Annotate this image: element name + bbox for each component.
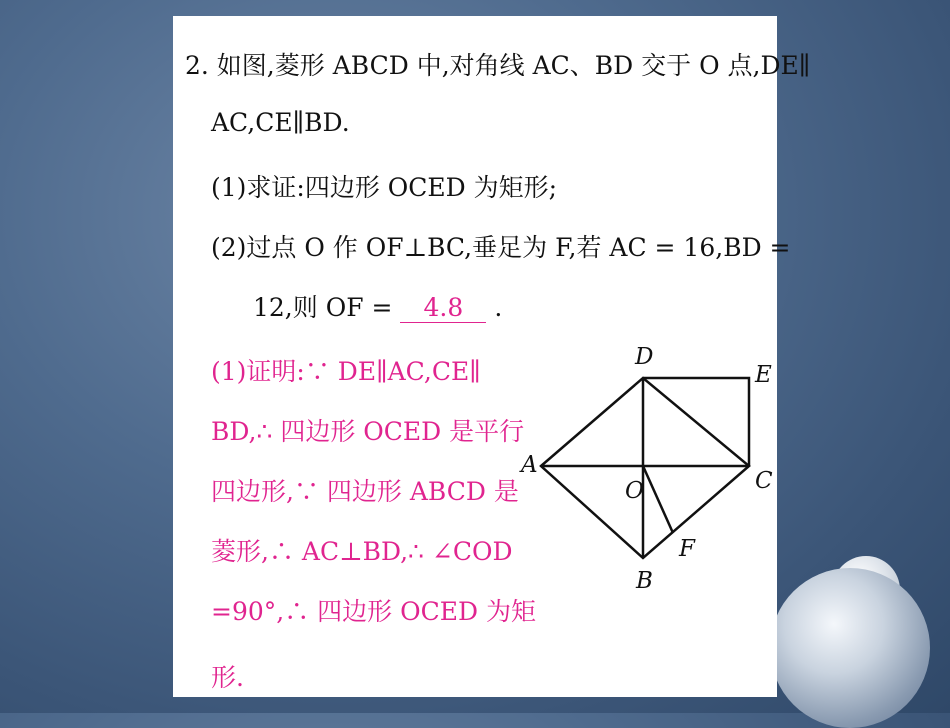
solution-line-1: (1)证明:∵ DE∥AC,CE∥ [211,357,481,386]
solution-line-3: 四边形,∵ 四边形 ABCD 是 [211,477,519,506]
label-o: O [625,478,644,504]
label-a: A [521,452,538,478]
label-d: D [635,344,654,370]
rhombus-diagram [513,342,773,612]
solution-line-6: 形. [211,663,244,692]
label-c: C [755,468,773,494]
problem-card [173,16,811,697]
problem-line-1: 2. 如图,菱形 ABCD 中,对角线 AC、BD 交于 O 点,DE∥ [185,51,811,80]
label-b: B [636,568,653,594]
problem-line-5-suffix: . [494,293,503,322]
problem-line-5-prefix: 12,则 OF = [253,293,393,322]
problem-line-2: AC,CE∥BD. [211,108,350,137]
segment-of [643,466,673,533]
solution-line-2: BD,∴ 四边形 OCED 是平行 [211,417,525,446]
problem-line-5 [253,288,502,324]
decorative-sphere-large [770,568,930,728]
answer-blank: 4.8 [400,294,486,323]
solution-line-4: 菱形,∴ AC⊥BD,∴ ∠COD [211,537,513,566]
solution-line-5: =90°,∴ 四边形 OCED 为矩 [211,597,536,626]
label-e: E [755,362,772,388]
problem-part-1: (1)求证:四边形 OCED 为矩形; [211,173,558,202]
problem-part-2: (2)过点 O 作 OF⊥BC,垂足为 F,若 AC = 16,BD = [211,233,791,262]
label-f: F [679,536,695,562]
